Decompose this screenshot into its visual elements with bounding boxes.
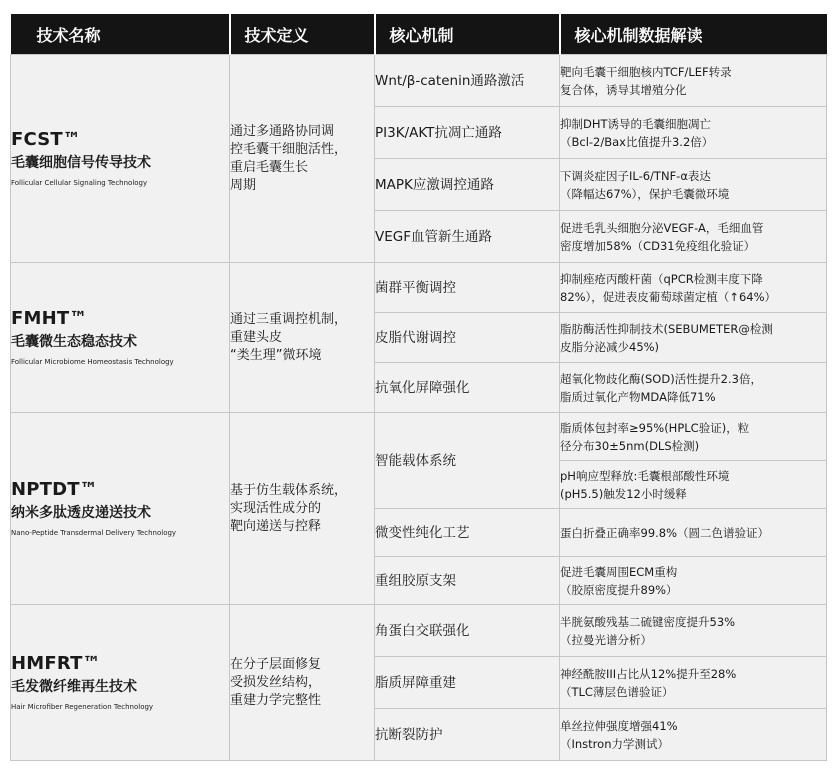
- tech-name-en: Follicular Microbiome Homeostasis Technology: [11, 357, 174, 366]
- tech-definition-cell: [230, 605, 375, 761]
- data-line: 抑制DHT诱导的毛囊细胞凋亡: [560, 116, 712, 131]
- data-line: （Bcl-2/Bax比值提升3.2倍）: [560, 134, 714, 149]
- header-tech-definition: 技术定义: [230, 14, 375, 55]
- mechanism-data: [560, 211, 827, 263]
- tech-name-en: Nano-Peptide Transdermal Delivery Technology: [11, 528, 177, 537]
- mechanism-name: 重组胶原支架: [375, 557, 560, 605]
- table-row: [11, 413, 827, 461]
- mechanism-name: 智能载体系统: [375, 413, 560, 509]
- mechanism-data: [560, 605, 827, 657]
- mechanism-data: [560, 107, 827, 159]
- data-line: 皮脂分泌减少45%): [560, 339, 660, 354]
- header-row: [11, 14, 827, 55]
- table-row: [11, 55, 827, 107]
- data-line: 蛋白折叠正确率99.8%（圆二色谱验证）: [560, 525, 770, 540]
- mechanism-data: [560, 413, 827, 461]
- definition-line: 实现活性成分的: [230, 500, 322, 516]
- tech-code: FCST™: [11, 128, 82, 150]
- tech-definition-cell: [230, 55, 375, 263]
- data-line: 单丝拉伸强度增强41%: [560, 718, 678, 733]
- mechanism-name: MAPK应激调控通路: [375, 159, 560, 211]
- data-line: 82%），促进表皮葡萄球菌定植（↑64%）: [560, 289, 777, 304]
- data-line: 脂质体包封率≥95%(HPLC验证)，粒: [560, 420, 750, 435]
- data-line: 靶向毛囊干细胞核内TCF/LEF转录: [560, 64, 732, 79]
- data-line: 促进毛乳头细胞分泌VEGF-A，毛细血管: [560, 220, 764, 235]
- data-line: 复合体，诱导其增殖分化: [560, 82, 687, 97]
- mechanism-data: [560, 657, 827, 709]
- data-line: 超氧化物歧化酶(SOD)活性提升2.3倍，: [560, 371, 762, 386]
- mechanism-data: [560, 263, 827, 313]
- data-line: pH响应型释放:毛囊根部酸性环境: [560, 468, 730, 483]
- mechanism-name: PI3K/AKT抗凋亡通路: [375, 107, 560, 159]
- data-line: 径分布30±5nm(DLS检测): [560, 438, 700, 453]
- data-line: （TLC薄层色谱验证）: [560, 684, 674, 699]
- tech-name-cell: [11, 263, 230, 413]
- data-line: (pH5.5)触发12小时缓释: [560, 486, 687, 501]
- tech-name-cell: [11, 605, 230, 761]
- mechanism-data: [560, 159, 827, 211]
- definition-line: 重建头皮: [230, 329, 283, 345]
- mechanism-name: 抗断裂防护: [375, 709, 560, 761]
- mechanism-name: 脂质屏障重建: [375, 657, 560, 709]
- definition-line: 控毛囊干细胞活性，: [230, 141, 348, 157]
- tech-code: HMFRT™: [11, 652, 101, 674]
- data-line: 抑制痤疮丙酸杆菌（qPCR检测丰度下降: [560, 271, 763, 286]
- tech-name-cn: 毛发微纤维再生技术: [11, 678, 137, 695]
- mechanism-data: [560, 55, 827, 107]
- header-core-mechanism: 核心机制: [375, 14, 560, 55]
- data-line: （拉曼光谱分析）: [560, 632, 652, 647]
- data-line: 下调炎症因子IL-6/TNF-α表达: [560, 168, 711, 183]
- data-line: 密度增加58%（CD31免疫组化验证）: [560, 238, 756, 253]
- mechanism-name: 微变性纯化工艺: [375, 509, 560, 557]
- tech-name-cn: 毛囊微生态稳态技术: [11, 333, 137, 350]
- mechanism-name: 抗氧化屏障强化: [375, 363, 560, 413]
- definition-line: 通过三重调控机制，: [230, 311, 348, 327]
- mechanism-data: [560, 461, 827, 509]
- mechanism-data: [560, 709, 827, 761]
- mechanism-data: [560, 557, 827, 605]
- tech-definition-cell: [230, 413, 375, 605]
- definition-line: 重建力学完整性: [230, 692, 322, 708]
- table-row: [11, 605, 827, 657]
- definition-line: 受损发丝结构，: [230, 674, 322, 690]
- mechanism-name: Wnt/β-catenin通路激活: [375, 55, 560, 107]
- definition-line: “类生理”微环境: [230, 347, 322, 363]
- tech-name-cn: 纳米多肽透皮递送技术: [11, 504, 151, 521]
- data-line: 促进毛囊周围ECM重构: [560, 564, 678, 579]
- technology-table: [10, 14, 827, 761]
- definition-line: 在分子层面修复: [230, 656, 322, 672]
- mechanism-data: [560, 313, 827, 363]
- mechanism-name: 菌群平衡调控: [375, 263, 560, 313]
- data-line: 神经酰胺III占比从12%提升至28%: [560, 666, 737, 681]
- mechanism-name: 角蛋白交联强化: [375, 605, 560, 657]
- mechanism-name: VEGF血管新生通路: [375, 211, 560, 263]
- header-mechanism-data: 核心机制数据解读: [560, 14, 827, 55]
- header-tech-name: 技术名称: [11, 14, 230, 55]
- data-line: 脂质过氧化产物MDA降低71%: [560, 389, 716, 404]
- mechanism-name: 皮脂代谢调控: [375, 313, 560, 363]
- definition-line: 基于仿生载体系统，: [230, 482, 348, 498]
- definition-line: 靶向递送与控释: [230, 518, 322, 534]
- definition-line: 重启毛囊生长: [230, 159, 309, 175]
- data-line: （胶原密度提升89%）: [560, 582, 678, 597]
- definition-line: 周期: [230, 177, 257, 193]
- tech-code: NPTDT™: [11, 478, 98, 500]
- mechanism-data: [560, 363, 827, 413]
- table-row: [11, 263, 827, 313]
- tech-name-cell: [11, 413, 230, 605]
- definition-line: 通过多通路协同调: [230, 123, 335, 139]
- mechanism-data: [560, 509, 827, 557]
- tech-code: FMHT™: [11, 307, 88, 329]
- data-line: 脂肪酶活性抑制技术(SEBUMETER@检测: [560, 321, 773, 336]
- tech-definition-cell: [230, 263, 375, 413]
- data-line: （降幅达67%），保护毛囊微环境: [560, 186, 730, 201]
- data-line: （Instron力学测试）: [560, 736, 669, 751]
- tech-name-cell: [11, 55, 230, 263]
- tech-name-en: Hair Microfiber Regeneration Technology: [11, 702, 154, 711]
- tech-name-en: Follicular Cellular Signaling Technology: [11, 178, 148, 187]
- tech-name-cn: 毛囊细胞信号传导技术: [11, 154, 151, 171]
- data-line: 半胱氨酸残基二硫键密度提升53%: [560, 614, 736, 629]
